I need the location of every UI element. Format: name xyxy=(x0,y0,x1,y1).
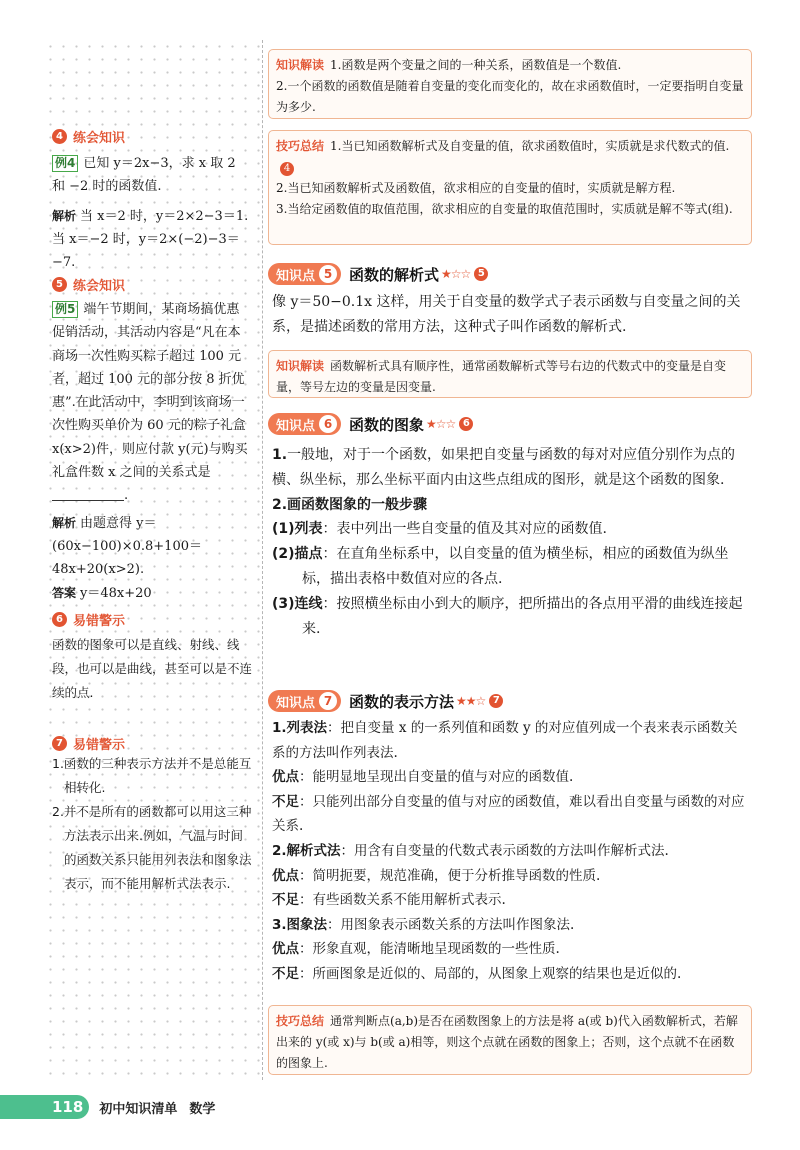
page-footer xyxy=(0,1095,215,1119)
sidebar-heading-4 xyxy=(52,127,125,146)
advantage-label: 优点 xyxy=(272,769,299,786)
advantage-text: ：形象直观，能清晰地呈现函数的一些性质. xyxy=(299,941,560,958)
box-line: 3.当给定函数值的取值范围，欲求相应的自变量的取值范围时，实质就是解不等式(组). xyxy=(276,202,733,216)
knowledge-point-5-heading xyxy=(268,263,488,285)
section-number-badge: 4 xyxy=(52,129,67,144)
section-number-badge: 5 xyxy=(52,277,67,292)
example-text: 已知 y＝2x−3，求 x 取 2 和 −2 时的函数值. xyxy=(52,156,236,195)
knowledge-point-title: 函数的解析式 xyxy=(349,265,440,284)
method-label: 2.解析式法 xyxy=(272,842,341,859)
example-text: 端午节期间，某商场搞优惠促销活动，其活动内容是“凡在本商场一次性购买粽子超过 100 元者，超过 100 元的部分按 8 折优惠”.在此活动中，李明到该商场一次性购买单价为 60 元的粽子礼盒 x(x>2)件，则应付款 y(元)与购买礼盒件数 x 之间的关系式是 xyxy=(52,302,248,481)
badge-number: 6 xyxy=(319,415,337,433)
warning-item: 2.并不是所有的函数都可以用这三种方法表示出来.例如，气温与时间的函数关系只能用列表法和图象法表示，而不能用解析式法表示. xyxy=(52,804,252,891)
analysis-line: 当 x＝−2 时，y＝2×(−2)−3＝−7. xyxy=(52,231,240,271)
difficulty-stars-icon: ★★☆ xyxy=(456,694,486,708)
analysis-label: 解析 xyxy=(52,515,77,530)
step-label: (1)列表 xyxy=(272,521,323,538)
knowledge-point-title: 函数的表示方法 xyxy=(349,692,455,711)
section-number-badge: 6 xyxy=(52,612,67,627)
badge-label: 知识点 xyxy=(276,695,316,711)
knowledge-point-title: 函数的图象 xyxy=(349,415,425,434)
method-text: ：把自变量 x 的一系列值和函数 y 的对应值列成一个表来表示函数关系的方法叫作列表法. xyxy=(272,720,738,761)
reference-badge: 5 xyxy=(474,267,488,281)
body-text: 像 y＝50−0.1x 这样，用关于自变量的数学式子表示函数与自变量之间的关系，是描述函数的常用方法，这种式子叫作函数的解析式. xyxy=(272,294,741,335)
badge-label: 知识点 xyxy=(276,268,316,284)
analysis-label: 解析 xyxy=(52,208,77,223)
paragraph-number: 1. xyxy=(272,447,288,463)
section-number-badge: 7 xyxy=(52,736,67,751)
knowledge-point-badge xyxy=(268,690,341,712)
sidebar-example-4 xyxy=(52,152,252,274)
sidebar-example-5: 例5 端午节期间，某商场搞优惠促销活动，其活动内容是“凡在本商场一次性购买粽子超过 100 元者，超过 100 元的部分按 8 折优惠”.在此活动中，李明到该商场一次性购买单价为 60 元的粽子礼盒 x(x>2)件，则应付款 y(元)与购买礼盒件数 x 之间的关系式是. 解析 由题意得 y＝(60x−100)×0.8+100＝48x+20(x>2). 答案 y＝48x+20 xyxy=(52,302,248,601)
box-tag: 知识解读 xyxy=(276,58,325,72)
analysis-line: 当 x＝2 时，y＝2×2−3＝1. xyxy=(80,208,249,224)
method-label: 3.图象法 xyxy=(272,916,328,933)
sidebar-heading-label: 练会知识 xyxy=(73,279,126,294)
disadvantage-label: 不足 xyxy=(272,965,299,982)
box-line: 2.当已知函数解析式及函数值，欲求相应的自变量的值时，实质就是解方程. xyxy=(276,181,676,195)
box-tag: 知识解读 xyxy=(276,359,325,373)
step-text: ：按照横坐标由小到大的顺序，把所描出的各点用平滑的曲线连接起来. xyxy=(302,595,743,637)
knowledge-point-6-heading xyxy=(268,413,473,435)
example-tag: 例4 xyxy=(52,155,78,172)
advantage-text: ：能明显地呈现出自变量的值与对应的函数值. xyxy=(299,769,574,786)
subheading: 2.画函数图象的一般步骤 xyxy=(272,496,428,513)
knowledge-box-1 xyxy=(268,49,752,119)
knowledge-point-badge xyxy=(268,263,341,285)
advantage-label: 优点 xyxy=(272,941,299,958)
sidebar-heading-label: 练会知识 xyxy=(73,131,126,146)
badge-label: 知识点 xyxy=(276,418,316,434)
sidebar-heading-label: 易错警示 xyxy=(73,614,126,629)
box-line: 通常判断点(a,b)是否在函数图象上的方法是将 a(或 b)代入函数解析式，若解出来的 y(或 x)与 b(或 a)相等，则这个点就在函数的图象上；否则，这个点就不在函数的图象上. xyxy=(276,1014,738,1070)
difficulty-stars-icon: ★☆☆ xyxy=(441,267,471,281)
column-divider xyxy=(262,40,263,1080)
sidebar-heading-7 xyxy=(52,734,125,753)
tips-box-2 xyxy=(268,130,752,245)
method-text: ：用含有自变量的代数式表示函数的方法叫作解析式法. xyxy=(340,842,669,859)
sidebar-heading-5 xyxy=(52,275,125,294)
method-text: ：用图象表示函数关系的方法叫作图象法. xyxy=(327,916,575,933)
answer-blank xyxy=(52,488,124,501)
sidebar-warning-7 xyxy=(52,752,252,896)
disadvantage-text: ：只能列出部分自变量的值与对应的函数值，难以看出自变量与函数的对应关系. xyxy=(272,793,745,835)
warning-text: 函数的图象可以是直线、射线、线段，也可以是曲线，甚至可以是不连续的点. xyxy=(52,637,253,700)
subject-label: 数学 xyxy=(189,1101,216,1117)
step-text: ：在直角坐标系中，以自变量的值为横坐标，相应的函数值为纵坐标，描出表格中数值对应的各点. xyxy=(302,546,729,587)
knowledge-point-7-text xyxy=(272,716,750,987)
disadvantage-label: 不足 xyxy=(272,892,299,909)
knowledge-point-6-text xyxy=(272,443,750,641)
box-line: 2.一个函数的函数值是随着自变量的变化而变化的，故在求函数值时，一定要指明自变量为多少. xyxy=(276,79,744,114)
sidebar-warning-6 xyxy=(52,633,252,705)
sidebar-heading-6 xyxy=(52,610,125,629)
method-label: 1.列表法 xyxy=(272,720,328,736)
difficulty-stars-icon: ★☆☆ xyxy=(426,417,456,431)
step-label: (3)连线 xyxy=(272,595,323,612)
step-text: ：表中列出一些自变量的值及其对应的函数值. xyxy=(322,521,607,538)
sidebar-heading-label: 易错警示 xyxy=(73,738,126,753)
advantage-label: 优点 xyxy=(272,867,299,884)
advantage-text: ：简明扼要，规范准确，便于分析推导函数的性质. xyxy=(299,867,601,884)
reference-badge: 4 xyxy=(280,162,294,176)
box-line: 1.函数是两个变量之间的一种关系，函数值是一个数值. xyxy=(330,58,622,72)
knowledge-point-5-text xyxy=(272,290,750,340)
disadvantage-text: ：有些函数关系不能用解析式表示. xyxy=(299,892,506,909)
example-tag: 例5 xyxy=(52,301,78,318)
knowledge-box-kp5 xyxy=(268,350,752,398)
disadvantage-text: ：所画图象是近似的、局部的，从图象上观察的结果也是近似的. xyxy=(299,965,682,982)
box-line: 1.当已知函数解析式及自变量的值，欲求函数值时，实质就是求代数式的值. xyxy=(330,139,730,153)
tips-box-kp7 xyxy=(268,1005,752,1075)
disadvantage-label: 不足 xyxy=(272,793,299,810)
answer-label: 答案 xyxy=(52,585,77,600)
analysis-text: 由题意得 y＝(60x−100)×0.8+100＝48x+20(x>2). xyxy=(52,515,202,578)
warning-item: 1.函数的三种表示方法并不是总能互相转化. xyxy=(52,756,252,795)
badge-number: 5 xyxy=(319,265,337,283)
badge-number: 7 xyxy=(319,692,337,710)
answer-text: y＝48x+20 xyxy=(80,585,152,601)
body-text: 一般地，对于一个函数，如果把自变量与函数的每对对应值分别作为点的横、纵坐标，那么坐标平面内由这些点组成的图形，就是这个函数的图象. xyxy=(272,447,736,488)
reference-badge: 6 xyxy=(459,417,473,431)
knowledge-point-7-heading xyxy=(268,690,503,712)
knowledge-point-badge xyxy=(268,413,341,435)
box-tag: 技巧总结 xyxy=(276,1014,325,1028)
step-label: (2)描点 xyxy=(272,546,323,563)
box-tag: 技巧总结 xyxy=(276,139,325,153)
reference-badge: 7 xyxy=(489,694,503,708)
page-number: 118 xyxy=(0,1095,89,1119)
box-line: 函数解析式具有顺序性，通常函数解析式等号右边的代数式中的变量是自变量，等号左边的变量是因变量. xyxy=(276,359,727,394)
book-title: 初中知识清单 xyxy=(99,1101,178,1117)
